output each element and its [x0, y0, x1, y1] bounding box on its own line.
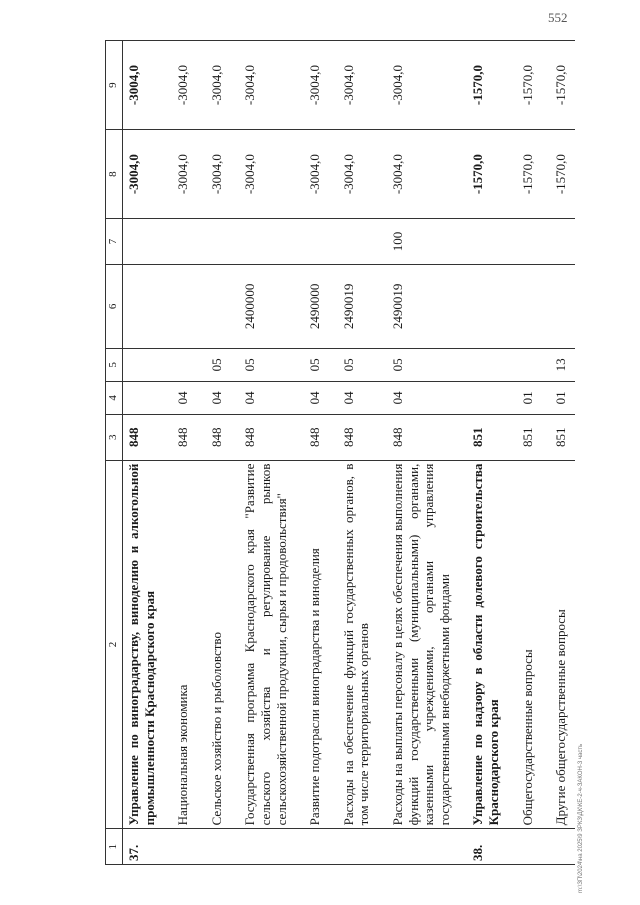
target-article-code: 2490019 — [378, 264, 458, 348]
amount-col-9: -3004,0 — [197, 41, 231, 130]
table-row — [197, 41, 231, 865]
expense-type-code — [123, 219, 164, 265]
admin-code: 848 — [197, 414, 231, 460]
col-header-3: 3 — [106, 414, 123, 460]
amount-col-8: -3004,0 — [329, 130, 378, 219]
row-number — [541, 829, 575, 865]
target-article-code — [541, 264, 575, 348]
expense-type-code — [163, 219, 197, 265]
admin-code: 848 — [295, 414, 329, 460]
amount-col-8: -3004,0 — [230, 130, 295, 219]
admin-code: 848 — [230, 414, 295, 460]
amount-col-9: -3004,0 — [329, 41, 378, 130]
budget-table-rotated — [105, 40, 575, 865]
col-header-9: 9 — [106, 41, 123, 130]
target-article-code — [163, 264, 197, 348]
subsection-code: 05 — [378, 348, 458, 381]
amount-col-9: -1570,0 — [508, 41, 542, 130]
expense-type-code — [541, 219, 575, 265]
subsection-code: 05 — [295, 348, 329, 381]
expense-type-code — [230, 219, 295, 265]
admin-code: 851 — [541, 414, 575, 460]
subsection-code: 05 — [230, 348, 295, 381]
table-row — [508, 41, 542, 865]
amount-col-9: -3004,0 — [230, 41, 295, 130]
row-name: Общегосударственные вопросы — [508, 460, 542, 829]
col-header-4: 4 — [106, 381, 123, 414]
section-code: 01 — [508, 381, 542, 414]
row-number — [197, 829, 231, 865]
expense-type-code — [197, 219, 231, 265]
row-number — [295, 829, 329, 865]
amount-col-9: -1570,0 — [541, 41, 575, 130]
amount-col-9: -3004,0 — [123, 41, 164, 130]
amount-col-9: -3004,0 — [378, 41, 458, 130]
section-code: 01 — [541, 381, 575, 414]
amount-col-8: -3004,0 — [295, 130, 329, 219]
table-row — [163, 41, 197, 865]
admin-code: 848 — [163, 414, 197, 460]
row-name: Управление по надзору в области долевого строительства Краснодарского края — [458, 460, 507, 829]
subsection-code: 05 — [329, 348, 378, 381]
target-article-code — [508, 264, 542, 348]
subsection-code — [163, 348, 197, 381]
row-name: Другие общегосударственные вопросы — [541, 460, 575, 829]
admin-code: 848 — [329, 414, 378, 460]
target-article-code: 2490000 — [295, 264, 329, 348]
row-name: Расходы на обеспечение функций государственных органов, в том числе территориальных органов — [329, 460, 378, 829]
col-header-8: 8 — [106, 130, 123, 219]
section-code: 04 — [378, 381, 458, 414]
table-row — [295, 41, 329, 865]
side-stamp: m:\ЗП\2024\на 2025\9 ЗРКЗ\ДК\КЕ-2-ч-ЗАКОН-3 часть — [578, 743, 584, 893]
col-header-5: 5 — [106, 348, 123, 381]
row-number — [230, 829, 295, 865]
amount-col-9: -3004,0 — [295, 41, 329, 130]
row-name: Управление по виноградарству, виноделию и алкогольной промышленности Краснодарского края — [123, 460, 164, 829]
amount-col-8: -3004,0 — [197, 130, 231, 219]
target-article-code: 2490019 — [329, 264, 378, 348]
row-number — [163, 829, 197, 865]
expense-type-code — [458, 219, 507, 265]
section-code: 04 — [230, 381, 295, 414]
subsection-code — [458, 348, 507, 381]
section-code — [458, 381, 507, 414]
subsection-code: 05 — [197, 348, 231, 381]
table-row — [378, 41, 458, 865]
amount-col-8: -1570,0 — [458, 130, 507, 219]
budget-table — [105, 40, 575, 865]
amount-col-8: -1570,0 — [508, 130, 542, 219]
amount-col-9: -3004,0 — [163, 41, 197, 130]
subsection-code: 13 — [541, 348, 575, 381]
table-row — [230, 41, 295, 865]
col-header-7: 7 — [106, 219, 123, 265]
row-number: 38. — [458, 829, 507, 865]
section-code — [123, 381, 164, 414]
amount-col-8: -3004,0 — [123, 130, 164, 219]
amount-col-8: -1570,0 — [541, 130, 575, 219]
section-code: 04 — [163, 381, 197, 414]
row-name: Национальная экономика — [163, 460, 197, 829]
target-article-code: 2400000 — [230, 264, 295, 348]
col-header-1: 1 — [106, 829, 123, 865]
admin-code: 851 — [458, 414, 507, 460]
row-number — [378, 829, 458, 865]
section-code: 04 — [197, 381, 231, 414]
row-name: Развитие подотрасли виноградарства и виноделия — [295, 460, 329, 829]
row-name: Государственная программа Краснодарского края "Развитие сельского хозяйства и регулирование рынков сельскохозяйственной продукции, сырья и продовольствия" — [230, 460, 295, 829]
table-row — [123, 41, 164, 865]
admin-code: 848 — [378, 414, 458, 460]
expense-type-code — [329, 219, 378, 265]
col-header-2: 2 — [106, 460, 123, 829]
expense-type-code — [508, 219, 542, 265]
target-article-code — [458, 264, 507, 348]
row-name: Расходы на выплаты персоналу в целях обеспечения выполнения функций государственными (муниципальными) органами, казенными учреждениями, органами управления государственными внебюджетными фондами — [378, 460, 458, 829]
col-header-6: 6 — [106, 264, 123, 348]
table-row — [458, 41, 507, 865]
target-article-code — [123, 264, 164, 348]
table-row — [329, 41, 378, 865]
expense-type-code — [295, 219, 329, 265]
amount-col-8: -3004,0 — [163, 130, 197, 219]
row-number: 37. — [123, 829, 164, 865]
expense-type-code: 100 — [378, 219, 458, 265]
section-code: 04 — [329, 381, 378, 414]
row-name: Сельское хозяйство и рыболовство — [197, 460, 231, 829]
header-row — [106, 41, 123, 865]
row-number — [329, 829, 378, 865]
admin-code: 848 — [123, 414, 164, 460]
admin-code: 851 — [508, 414, 542, 460]
page-number: 552 — [548, 10, 568, 25]
amount-col-9: -1570,0 — [458, 41, 507, 130]
table-row — [541, 41, 575, 865]
section-code: 04 — [295, 381, 329, 414]
subsection-code — [508, 348, 542, 381]
row-number — [508, 829, 542, 865]
amount-col-8: -3004,0 — [378, 130, 458, 219]
subsection-code — [123, 348, 164, 381]
target-article-code — [197, 264, 231, 348]
